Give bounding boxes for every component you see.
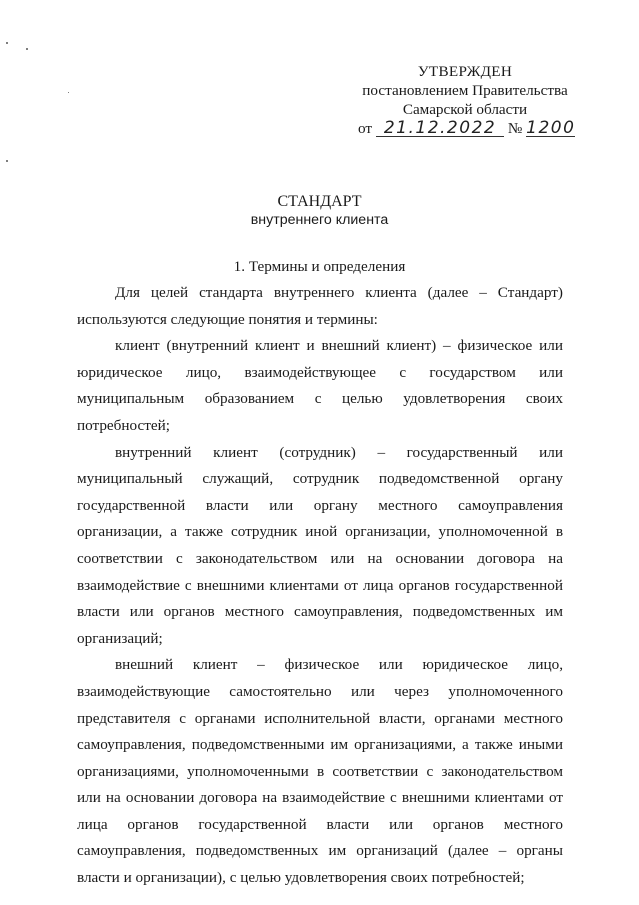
approval-date-number-line [358, 119, 585, 138]
scan-speck [6, 160, 8, 162]
number-prefix: № [507, 120, 523, 137]
date-prefix: от [358, 120, 373, 137]
approval-line-resolution: постановлением Правительства [362, 82, 568, 99]
document-body [77, 280, 563, 892]
approval-title: УТВЕРЖДЕН [417, 63, 513, 80]
approval-stamp-block [345, 62, 585, 138]
document-title: СТАНДАРТ [277, 193, 362, 210]
handwritten-number: 1200 [526, 118, 576, 138]
scan-speck [26, 48, 28, 50]
handwritten-date: 21.12.2022 [376, 120, 504, 137]
paragraph-client-definition: клиент (внутренний клиент и внешний клиент) – физическое или юридическое лицо, взаимодействующее с государством или муниципальным образованием с целью удовлетворения своих потребностей; [77, 337, 563, 434]
paragraph-intro: Для целей стандарта внутреннего клиента (далее – Стандарт) используются следующие понятия и термины: [77, 284, 563, 328]
document-subtitle: внутреннего клиента [250, 212, 389, 228]
paragraph-external-client-definition: внешний клиент – физическое или юридическое лицо, взаимодействующие самостоятельно или через уполномоченного представителя с органами исполнительной власти, органами местного самоуправления, подведомственными им организациями, а также иными организациями, уполномоченными в соответствии с законодательством или на основании договора на взаимодействие с внешними клиентами от лица органов государственной власти или органов местного самоуправления, подведомственных им организаций (далее – органы власти и организации), с целью удовлетворения своих потребностей; [77, 656, 563, 887]
scan-speck [6, 42, 8, 44]
paragraph-internal-client-definition: внутренний клиент (сотрудник) – государственный или муниципальный служащий, сотрудник подведомственной органу государственной власти или органу местного самоуправления организации, а также сотрудник иной организации, уполномоченной в соответствии с законодательством или на основании договора на взаимодействие с внешними клиентами от лица органов государственной власти или органов местного самоуправления, подведомственных им организаций; [77, 443, 563, 647]
scan-speck [68, 92, 69, 93]
approval-line-region: Самарской области [402, 101, 528, 118]
section-heading: 1. Термины и определения [233, 258, 406, 275]
